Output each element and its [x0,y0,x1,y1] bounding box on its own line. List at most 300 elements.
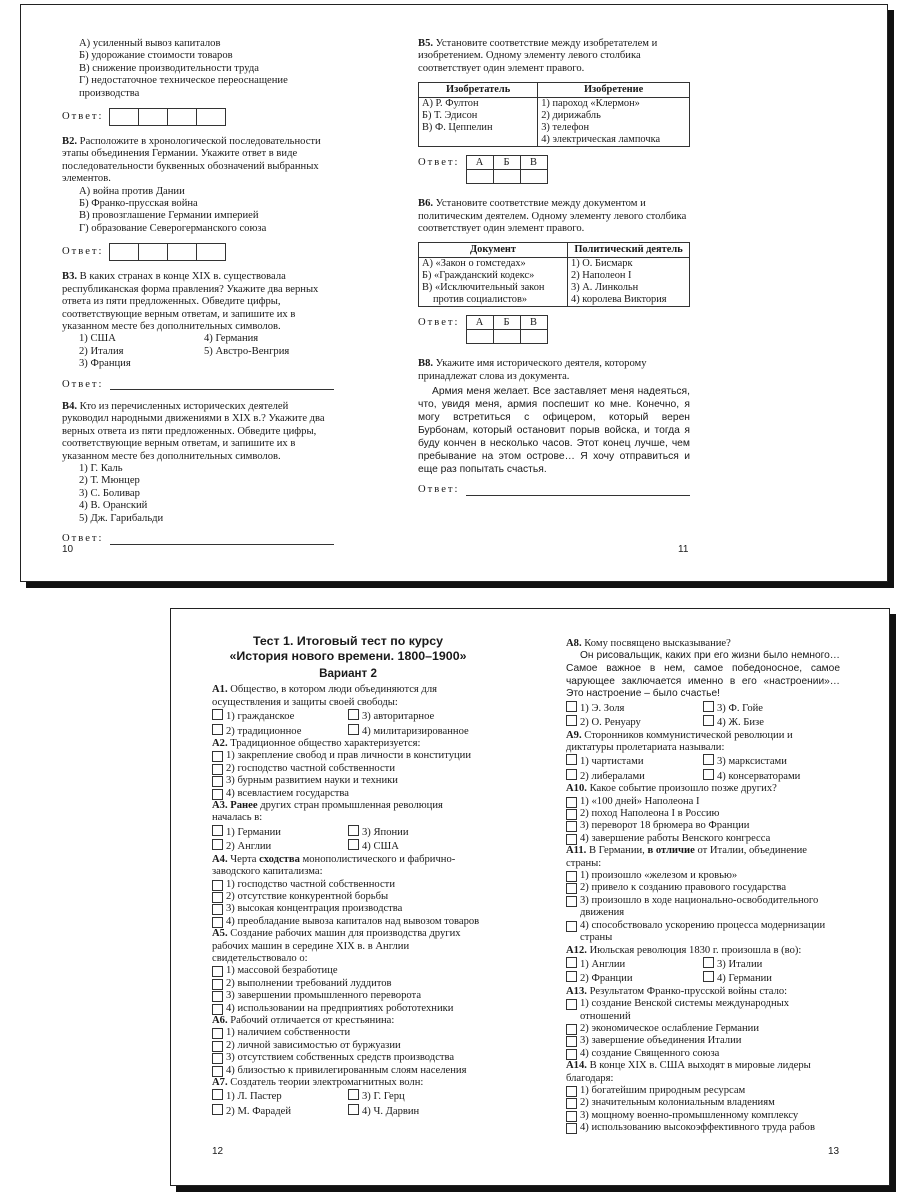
a14-option [566,1085,840,1097]
a11-option [566,882,840,894]
option-label: 3) высокая концентрация производства [226,903,403,915]
a1-question [212,684,484,709]
b5-question [418,38,690,75]
a8-options [566,701,840,730]
option-label: 2) значительным колониальным владениям [580,1097,775,1109]
question-number: А7. [212,1077,228,1088]
table-cell: против социалистов» [419,294,568,307]
question-text: от Италии, объединение страны: [566,845,807,869]
b2-option: Г) образование Северогерманского союза [79,222,267,234]
page-number: 10 [62,544,74,555]
option-label: 1) Англии [580,958,626,970]
a4-option [212,916,484,928]
option-label: 4) преобладание вывоза капиталов над вывозом товаров [226,915,480,927]
question-number: А1. [212,684,228,696]
option-label: 4) консерваторами [717,770,801,782]
question-text: Результатом Франко-прусской войны стало: [589,985,788,997]
option-label: 1) господство частной собственности [226,878,395,890]
question-text: В конце XIX в. США выходят в мировые лидеры благодаря: [566,1060,811,1084]
option-label: 3) Ф. Гойе [717,702,764,714]
checkbox[interactable] [212,1041,223,1052]
answer-boxes[interactable] [110,243,226,261]
question-text: Создание рабочих машин для производства других рабочих машин в середине XIX в. в Англии свидетельствовало о: [212,928,461,964]
checkbox[interactable] [566,1123,577,1134]
checkbox[interactable] [566,921,577,932]
checkbox[interactable] [566,769,577,780]
question-emphasis: сходства [259,853,300,865]
table-cell: 1) О. Бисмарк [568,258,690,271]
b3-option: 5) Австро-Венгрия [204,345,290,357]
checkbox[interactable] [348,1104,359,1115]
option-label: 3) завершение объединения Италии [580,1035,742,1047]
option-label: 2) господство частной собственности [226,762,395,774]
a6-question [212,1015,484,1027]
option-label: 1) Германии [226,826,281,838]
grid-cell[interactable] [520,170,547,184]
a10-question [566,783,840,795]
answer-grid[interactable] [466,315,548,344]
question-text: Установите соответствие между документом и политическим деятелем. Одному элементу левого столбика соответствует один элемент правого. [418,198,687,235]
a13-option [566,1048,840,1060]
option-label: 3) бурным развитием науки и техники [226,775,398,787]
question-number: А10. [566,783,587,795]
checkbox[interactable] [566,834,577,845]
checkbox[interactable] [566,701,577,712]
b5-answer [418,155,690,184]
checkbox[interactable] [348,839,359,850]
question-text: Общество, в котором люди объединяются для осуществления и защиты своей свободы: [212,684,437,708]
option-label: 3) Италии [717,958,763,970]
b2-answer [62,243,334,261]
answer-line[interactable] [110,534,335,545]
a5-option [212,978,484,990]
b2-option: А) война против Дании [79,185,185,197]
b4-option: 1) Г. Каль [79,462,123,474]
table-header: Изобретение [538,83,690,98]
a14-option [566,1110,840,1122]
option-label: 4) завершение работы Венского конгресса [580,832,771,844]
b1-answer [62,108,334,126]
table-cell: В) «Исключительный закон [419,282,568,294]
b1-option: В) снижение производительности труда [79,62,259,74]
a2-option [212,750,484,762]
question-text: Кто из перечисленных исторических деятелей руководил народными движениями в XIX в.? Укажите два верных ответа из пяти предложенных. Обведите цифры, соответствующие верным ответам, и запишите их в указанном месте без дополнительных символов. [62,400,325,462]
option-label: 3) произошло в ходе национально-освободительного движения [580,894,819,919]
answer-grid[interactable] [466,155,548,184]
checkbox[interactable] [212,1066,223,1077]
checkbox[interactable] [212,880,223,891]
a3-options [212,825,484,854]
option-label: 2) отсутствие конкурентной борьбы [226,890,389,902]
checkbox[interactable] [566,809,577,820]
question-text: Июльская революция 1830 г. произошла в (во): [589,944,802,956]
checkbox[interactable] [212,789,223,800]
checkbox[interactable] [212,966,223,977]
checkbox[interactable] [212,991,223,1002]
checkbox[interactable] [566,896,577,907]
checkbox[interactable] [566,871,577,882]
a13-option [566,1035,840,1047]
checkbox[interactable] [348,1089,359,1100]
checkbox[interactable] [212,776,223,787]
question-text: Установите соответствие между изобретателем и изобретением. Одному элементу левого столбика соответствует один элемент правого. [418,38,658,74]
option-label: 1) закрепление свобод и прав личности в конституции [226,750,472,762]
question-text: других стран промышленная революция началась в: [212,800,443,824]
b1-option: А) усиленный вывоз капиталов [79,38,221,49]
a9-options [566,754,840,783]
option-label: 1) «100 дней» Наполеона I [580,795,700,807]
a2-option [212,775,484,787]
question-text: монополистического и фабрично-заводского капитализма: [212,853,456,878]
page-13-column [566,638,840,1135]
a6-option [212,1040,484,1052]
option-label: 4) способствовало ускорению процесса модернизации страны [580,919,826,944]
table-cell: А) Р. Фултон [419,98,538,111]
checkbox[interactable] [566,1036,577,1047]
answer-label: Ответ: [62,533,104,544]
a11-option [566,920,840,945]
option-label: 1) создание Венской системы международных отношений [580,998,790,1022]
question-number: А5. [212,928,228,940]
option-label: 1) гражданское [226,711,295,723]
grid-cell[interactable] [466,330,493,344]
a14-option [566,1122,840,1134]
b6-question [418,198,690,235]
a4-option [212,903,484,915]
checkbox[interactable] [703,769,714,780]
question-text: Кому посвящено высказывание? [584,638,731,649]
a10-option [566,808,840,820]
checkbox[interactable] [703,957,714,968]
option-label: 4) всевластием государства [226,787,349,799]
a11-option [566,895,840,920]
table-cell: Б) Т. Эдисон [419,110,538,122]
option-label: 4) создание Священного союза [580,1047,720,1059]
b5-match-table [418,82,690,147]
option-label: 3) авторитарное [362,711,435,723]
answer-label: Ответ: [418,484,460,496]
question-number: В5. [418,38,434,49]
question-number: В8. [418,358,434,370]
option-label: 2) поход Наполеона I в Россию [580,808,720,820]
grid-header: Б [493,156,520,170]
a14-option [566,1097,840,1109]
a2-question [212,738,484,750]
page-12-column [212,634,484,1118]
question-text: Сторонников коммунистической революции и диктатуры пролетариата называли: [566,729,793,753]
b3-options-row [62,333,334,345]
a4-question [212,854,484,879]
b3-option: 1) США [79,333,116,345]
test-subtitle: «История нового времени. 1800–1900» [229,649,467,663]
option-label: 4) использованию высокоэффективного труда рабов [580,1122,815,1134]
answer-boxes[interactable] [110,108,226,126]
question-number: В2. [62,136,78,148]
a1-options [212,709,484,738]
question-number: А4. [212,853,228,865]
page-number: 12 [212,1146,224,1157]
a10-option [566,833,840,845]
question-number: В6. [418,198,434,210]
b3-option: 3) Франция [79,358,131,370]
a9-question [566,730,840,755]
option-label: 4) Германии [717,973,772,985]
answer-label: Ответ: [418,157,460,169]
question-number: А2. [212,738,228,750]
checkbox[interactable] [212,892,223,903]
option-label: 3) отсутствием собственных средств производства [226,1052,455,1064]
question-number: А12. [566,944,587,956]
checkbox[interactable] [566,999,577,1010]
option-label: 4) милитаризированное [362,725,469,737]
question-number: В4. [62,400,78,412]
question-number: А13. [566,985,587,997]
checkbox[interactable] [566,754,577,765]
option-label: 1) произошло «железом и кровью» [580,870,738,882]
question-text: Укажите имя исторического деятеля, которому принадлежат слова из документа. [418,358,647,382]
page-number: 11 [678,544,689,555]
b4-option: 4) В. Оранский [79,500,148,512]
option-label: 1) наличием собственности [226,1027,351,1039]
checkbox[interactable] [212,904,223,915]
checkbox[interactable] [212,764,223,775]
option-label: 4) США [362,841,399,853]
checkbox[interactable] [566,1086,577,1097]
question-emphasis: Ранее [230,800,258,812]
grid-header: А [466,156,493,170]
checkbox[interactable] [566,971,577,982]
b4-answer [62,533,334,545]
table-cell: 2) Наполеон I [568,270,690,282]
checkbox[interactable] [212,979,223,990]
table-cell: А) «Закон о гомстедах» [419,258,568,271]
a4-option [212,891,484,903]
checkbox[interactable] [566,821,577,832]
a7-question [212,1077,484,1089]
table-cell: 1) пароход «Клермон» [538,98,690,111]
option-label: 2) привело к созданию правового государства [580,882,787,894]
checkbox[interactable] [212,1089,223,1100]
b3-options-row [62,346,334,358]
table-header: Изобретатель [419,83,538,98]
checkbox[interactable] [566,957,577,968]
table-cell: В) Ф. Цеппелин [419,122,538,134]
b2-question [62,136,334,186]
b4-question [62,401,334,463]
grid-header: А [466,316,493,330]
checkbox[interactable] [703,715,714,726]
question-emphasis: в отличие [647,845,695,857]
a10-option [566,796,840,808]
a11-option [566,870,840,882]
answer-line[interactable] [110,379,335,390]
a3-question [212,800,484,825]
question-number: А3. [212,800,228,812]
b3-option: 4) Германия [204,333,259,345]
a2-option [212,763,484,775]
a6-option [212,1052,484,1064]
table-cell [419,134,538,147]
page-10-column [62,38,334,555]
grid-header: В [520,156,547,170]
grid-header: В [520,316,547,330]
a12-question [566,945,840,957]
option-label: 4) использовании на предприятиях робототехники [226,1002,454,1014]
checkbox[interactable] [703,754,714,765]
checkbox[interactable] [348,724,359,735]
question-number: В3. [62,271,78,283]
option-label: 4) близостью к привилегированным слоям населения [226,1064,467,1076]
a4-option [212,879,484,891]
a10-option [566,820,840,832]
answer-line[interactable] [466,485,691,496]
b3-options-row [62,358,334,370]
grid-cell[interactable] [520,330,547,344]
b4-option: 5) Дж. Гарибальди [79,512,164,524]
b3-option: 2) Италия [79,345,124,357]
a5-option [212,990,484,1002]
table-header: Документ [419,243,568,258]
grid-cell[interactable] [493,170,520,184]
option-label: 4) Ж. Бизе [717,717,764,729]
question-text: Расположите в хронологической последовательности этапы объединения Германии. Укажите ответ в виде последовательности буквенных обозначений выбранных элементов. [62,136,321,185]
b1-option: Б) удорожание стоимости товаров [79,50,233,62]
table-header: Политический деятель [568,243,690,258]
table-cell: 4) королева Виктория [568,294,690,307]
a5-option [212,965,484,977]
grid-header: Б [493,316,520,330]
option-label: 1) массовой безработице [226,965,338,977]
option-label: 4) Ч. Дарвин [362,1105,420,1117]
option-label: 2) Англии [226,841,272,853]
a8-question [566,638,840,650]
b6-match-table [418,242,690,307]
checkbox[interactable] [212,839,223,850]
option-label: 3) Г. Герц [362,1091,405,1103]
option-label: 2) либералами [580,770,645,782]
a6-option [212,1027,484,1039]
question-text: Какое событие произошло позже других? [589,783,777,795]
a7-options [212,1089,484,1118]
test-title: Тест 1. Итоговый тест по курсу [252,634,444,648]
checkbox[interactable] [212,825,223,836]
checkbox[interactable] [212,917,223,928]
checkbox[interactable] [212,709,223,720]
checkbox[interactable] [703,701,714,712]
checkbox[interactable] [348,825,359,836]
checkbox[interactable] [566,715,577,726]
question-number: А11. [566,845,587,857]
question-text: Создатель теории электромагнитных волн: [230,1077,424,1088]
table-cell: Б) «Гражданский кодекс» [419,270,568,282]
option-label: 1) богатейшим природным ресурсам [580,1084,746,1096]
option-label: 2) традиционное [226,725,302,737]
option-label: 2) Франции [580,973,633,985]
answer-label: Ответ: [418,317,460,329]
checkbox[interactable] [703,971,714,982]
option-label: 2) личной зависимостью от буржуазии [226,1039,401,1051]
checkbox[interactable] [566,883,577,894]
b1-option: Г) недостаточное техническое переоснащение производства [79,75,288,99]
option-label: 3) мощному военно-промышленному комплексу [580,1109,799,1121]
b8-quote: Армия меня желает. Все заставляет меня надеяться, что, увидя меня, армия поспешит ко мне. Конечно, я могу встретиться с офицером, который верен Бурбонам, который остановит порыв войска, и тогда я буду кончен в несколько часов. Этот конец лучше, чем пребывание на этом острове… Я хочу отправиться и еще раз попытать счастья. [418,386,690,476]
checkbox[interactable] [212,1004,223,1015]
checkbox[interactable] [212,1104,223,1115]
a14-question [566,1060,840,1085]
checkbox[interactable] [566,1098,577,1109]
question-text: Традиционное общество характеризуется: [230,738,421,750]
table-cell: 3) А. Линкольн [568,282,690,294]
question-text: В Германии, [588,845,645,857]
checkbox[interactable] [566,797,577,808]
a13-option [566,1023,840,1035]
option-label: 3) завершении промышленного переворота [226,990,422,1002]
b4-option: 3) С. Боливар [79,487,140,499]
checkbox[interactable] [566,1024,577,1035]
a12-options [566,957,840,986]
checkbox[interactable] [212,1028,223,1039]
b8-question [418,358,690,383]
a5-question [212,928,484,965]
option-label: 1) чартистами [580,756,644,768]
answer-label: Ответ: [62,110,104,122]
checkbox[interactable] [566,1111,577,1122]
option-label: 1) Л. Пастер [226,1091,282,1103]
option-label: 2) экономическое ослабление Германии [580,1022,759,1034]
grid-cell[interactable] [466,170,493,184]
a13-option [566,998,840,1023]
checkbox[interactable] [566,1049,577,1060]
variant-heading: Вариант 2 [319,667,377,680]
option-label: 2) М. Фарадей [226,1105,292,1117]
b3-answer [62,379,334,391]
option-label: 3) переворот 18 брюмера во Франции [580,820,750,832]
table-cell: 3) телефон [538,122,690,134]
table-cell: 2) дирижабль [538,110,690,122]
option-label: 1) Э. Золя [580,702,625,714]
question-text: В каких странах в конце XIX в. существовала республиканская форма правления? Укажите два верных ответа из пяти предложенных. Обведите цифры, соответствующие верным ответам, и запишите их в указанном месте без дополнительных символов. [62,271,319,332]
answer-label: Ответ: [62,378,104,390]
b8-answer [418,484,690,496]
checkbox[interactable] [212,1053,223,1064]
a8-quote: Он рисовальщик, каких при его жизни было немного… Самое важное в нем, самое победоносное, самое чарующее заключается именно в его «настроении»… Это настроение – было счастье! [566,650,840,700]
grid-cell[interactable] [493,330,520,344]
b3-question [62,271,334,333]
a2-option [212,788,484,800]
question-number: А9. [566,729,582,741]
b4-option: 2) Т. Мюнцер [79,475,140,487]
b2-option: Б) Франко-прусская война [79,198,198,210]
b2-option: В) провозглашение Германии империей [79,210,259,222]
question-text: Черта [230,853,257,865]
question-text: Рабочий отличается от крестьянина: [230,1014,395,1026]
question-number: А6. [212,1014,228,1026]
b6-answer [418,315,690,344]
option-label: 2) О. Ренуару [580,717,641,729]
a13-question [566,986,840,998]
question-number: А8. [566,638,582,649]
a5-option [212,1003,484,1015]
a11-question [566,845,840,870]
option-label: 3) марксистами [717,756,787,768]
table-cell: 4) электрическая лампочка [538,134,690,147]
checkbox[interactable] [348,709,359,720]
page-11-column [418,38,690,507]
page-number: 13 [828,1146,840,1157]
checkbox[interactable] [212,724,223,735]
a6-option [212,1065,484,1077]
checkbox[interactable] [212,751,223,762]
